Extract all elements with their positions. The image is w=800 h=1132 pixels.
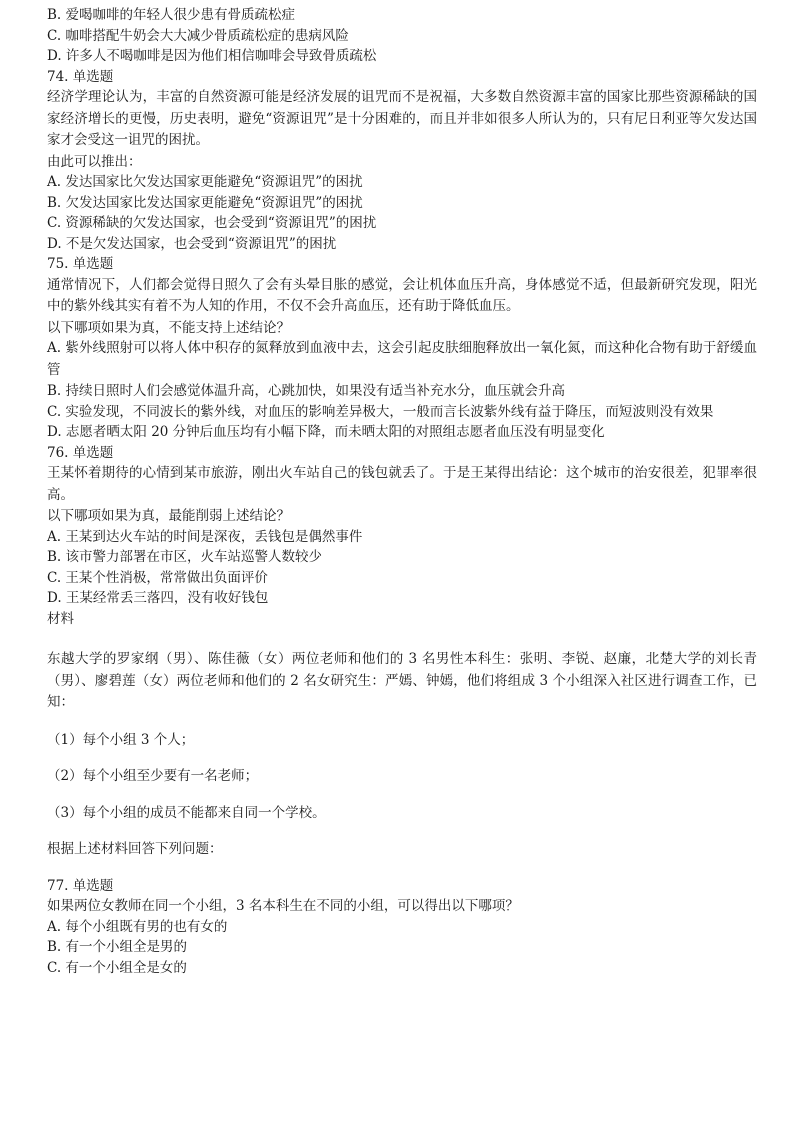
q73-option-d: D. 许多人不喝咖啡是因为他们相信咖啡会导致骨质疏松 [47, 48, 377, 64]
q76-stem: 王某怀着期待的心情到某市旅游，刚出火车站自己的钱包就丢了。于是王某得出结论：这个城市的治安很差，犯罪率很高。 [47, 465, 757, 503]
condition-1: （1）每个小组 3 个人； [47, 731, 195, 748]
q76-header: 76. 单选题 [47, 444, 114, 461]
q76-option-b: B. 该市警力部署在市区，火车站巡警人数较少 [47, 549, 323, 565]
condition-2: （2）每个小组至少要有一名老师； [47, 768, 259, 784]
q76-option-d: D. 王某经常丢三落四，没有收好钱包 [47, 590, 269, 606]
q77-option-c: C. 有一个小组全是女的 [47, 959, 187, 976]
q74-stem: 经济学理论认为，丰富的自然资源可能是经济发展的诅咒而不是祝福，大多数自然资源丰富的国家比那些资源稀缺的国家经济增长的更慢，历史表明，避免“资源诅咒”是十分困难的，而且并非如很多人所认为的，只有尼日利亚等欠发达国家才会受这一诅咒的困扰。 [47, 89, 757, 148]
q75-stem: 通常情况下，人们都会觉得日照久了会有头晕目胀的感觉，会让机体血压升高，身体感觉不适，但最新研究发现，阳光中的紫外线其实有着不为人知的作用，不仅不会升高血压，还有助于降低血压。 [47, 276, 757, 314]
q74-option-b: B. 欠发达国家比发达国家更能避免“资源诅咒”的困扰 [47, 194, 363, 211]
q75-option-b: B. 持续日照时人们会感觉体温升高，心跳加快，如果没有适当补充水分，血压就会升高 [47, 383, 566, 399]
question-74 [47, 67, 757, 255]
question-73-options [47, 5, 757, 67]
question-77 [47, 876, 757, 979]
q74-header: 74. 单选题 [47, 68, 114, 85]
question-75 [47, 254, 757, 443]
q74-option-d: D. 不是欠发达国家，也会受到“资源诅咒”的困扰 [47, 235, 337, 252]
q77-option-a: A. 每个小组既有男的也有女的 [47, 918, 228, 935]
exam-page [47, 5, 757, 978]
q73-option-c: C. 咖啡搭配牛奶会大大减少骨质疏松症的患病风险 [47, 27, 349, 44]
q75-prompt: 以下哪项如果为真，不能支持上述结论？ [47, 319, 290, 336]
material-intro: 东越大学的罗家纲（男）、陈佳薇（女）两位老师和他们的 3 名男性本科生：张明、李锐、赵廉，北楚大学的刘长青（男）、廖碧莲（女）两位老师和他们的 2 名女研究生：严嫣、钟嫣，他们将组成 3 个小组深入社区进行调查工作，已知： [47, 651, 757, 710]
q75-option-c: C. 实验发现，不同波长的紫外线，对血压的影响差异极大，一般而言长波紫外线有益于降压，而短波则没有效果 [47, 403, 714, 420]
material-label: 材料 [47, 610, 74, 627]
q76-option-c: C. 王某个性消极，常常做出负面评价 [47, 569, 268, 586]
q75-option-a: A. 紫外线照射可以将人体中积存的氮释放到血液中去，这会引起皮肤细胞释放出一氧化氮，而这种化合物有助于舒缓血管 [47, 340, 757, 378]
q77-header: 77. 单选题 [47, 877, 114, 894]
q74-option-a: A. 发达国家比欠发达国家更能避免“资源诅咒”的困扰 [47, 174, 363, 190]
q74-option-c: C. 资源稀缺的欠发达国家，也会受到“资源诅咒”的困扰 [47, 215, 377, 231]
q73-option-b: B. 爱喝咖啡的年轻人很少患有骨质疏松症 [47, 7, 296, 23]
q75-header: 75. 单选题 [47, 256, 114, 272]
q76-prompt: 以下哪项如果为真，最能削弱上述结论？ [47, 508, 290, 524]
q77-stem: 如果两位女教师在同一个小组，3 名本科生在不同的小组，可以得出以下哪项？ [47, 898, 519, 914]
question-76 [47, 443, 757, 609]
material-section [47, 609, 757, 876]
q74-prompt: 由此可以推出： [47, 153, 142, 170]
q76-option-a: A. 王某到达火车站的时间是深夜，丢钱包是偶然事件 [47, 528, 363, 545]
q77-option-b: B. 有一个小组全是男的 [47, 939, 188, 955]
condition-3: （3）每个小组的成员不能都来自同一个学校。 [47, 804, 326, 821]
q75-option-d: D. 志愿者晒太阳 20 分钟后血压均有小幅下降，而未晒太阳的对照组志愿者血压没有明显变化 [47, 424, 605, 440]
material-instruction: 根据上述材料回答下列问题： [47, 841, 223, 857]
